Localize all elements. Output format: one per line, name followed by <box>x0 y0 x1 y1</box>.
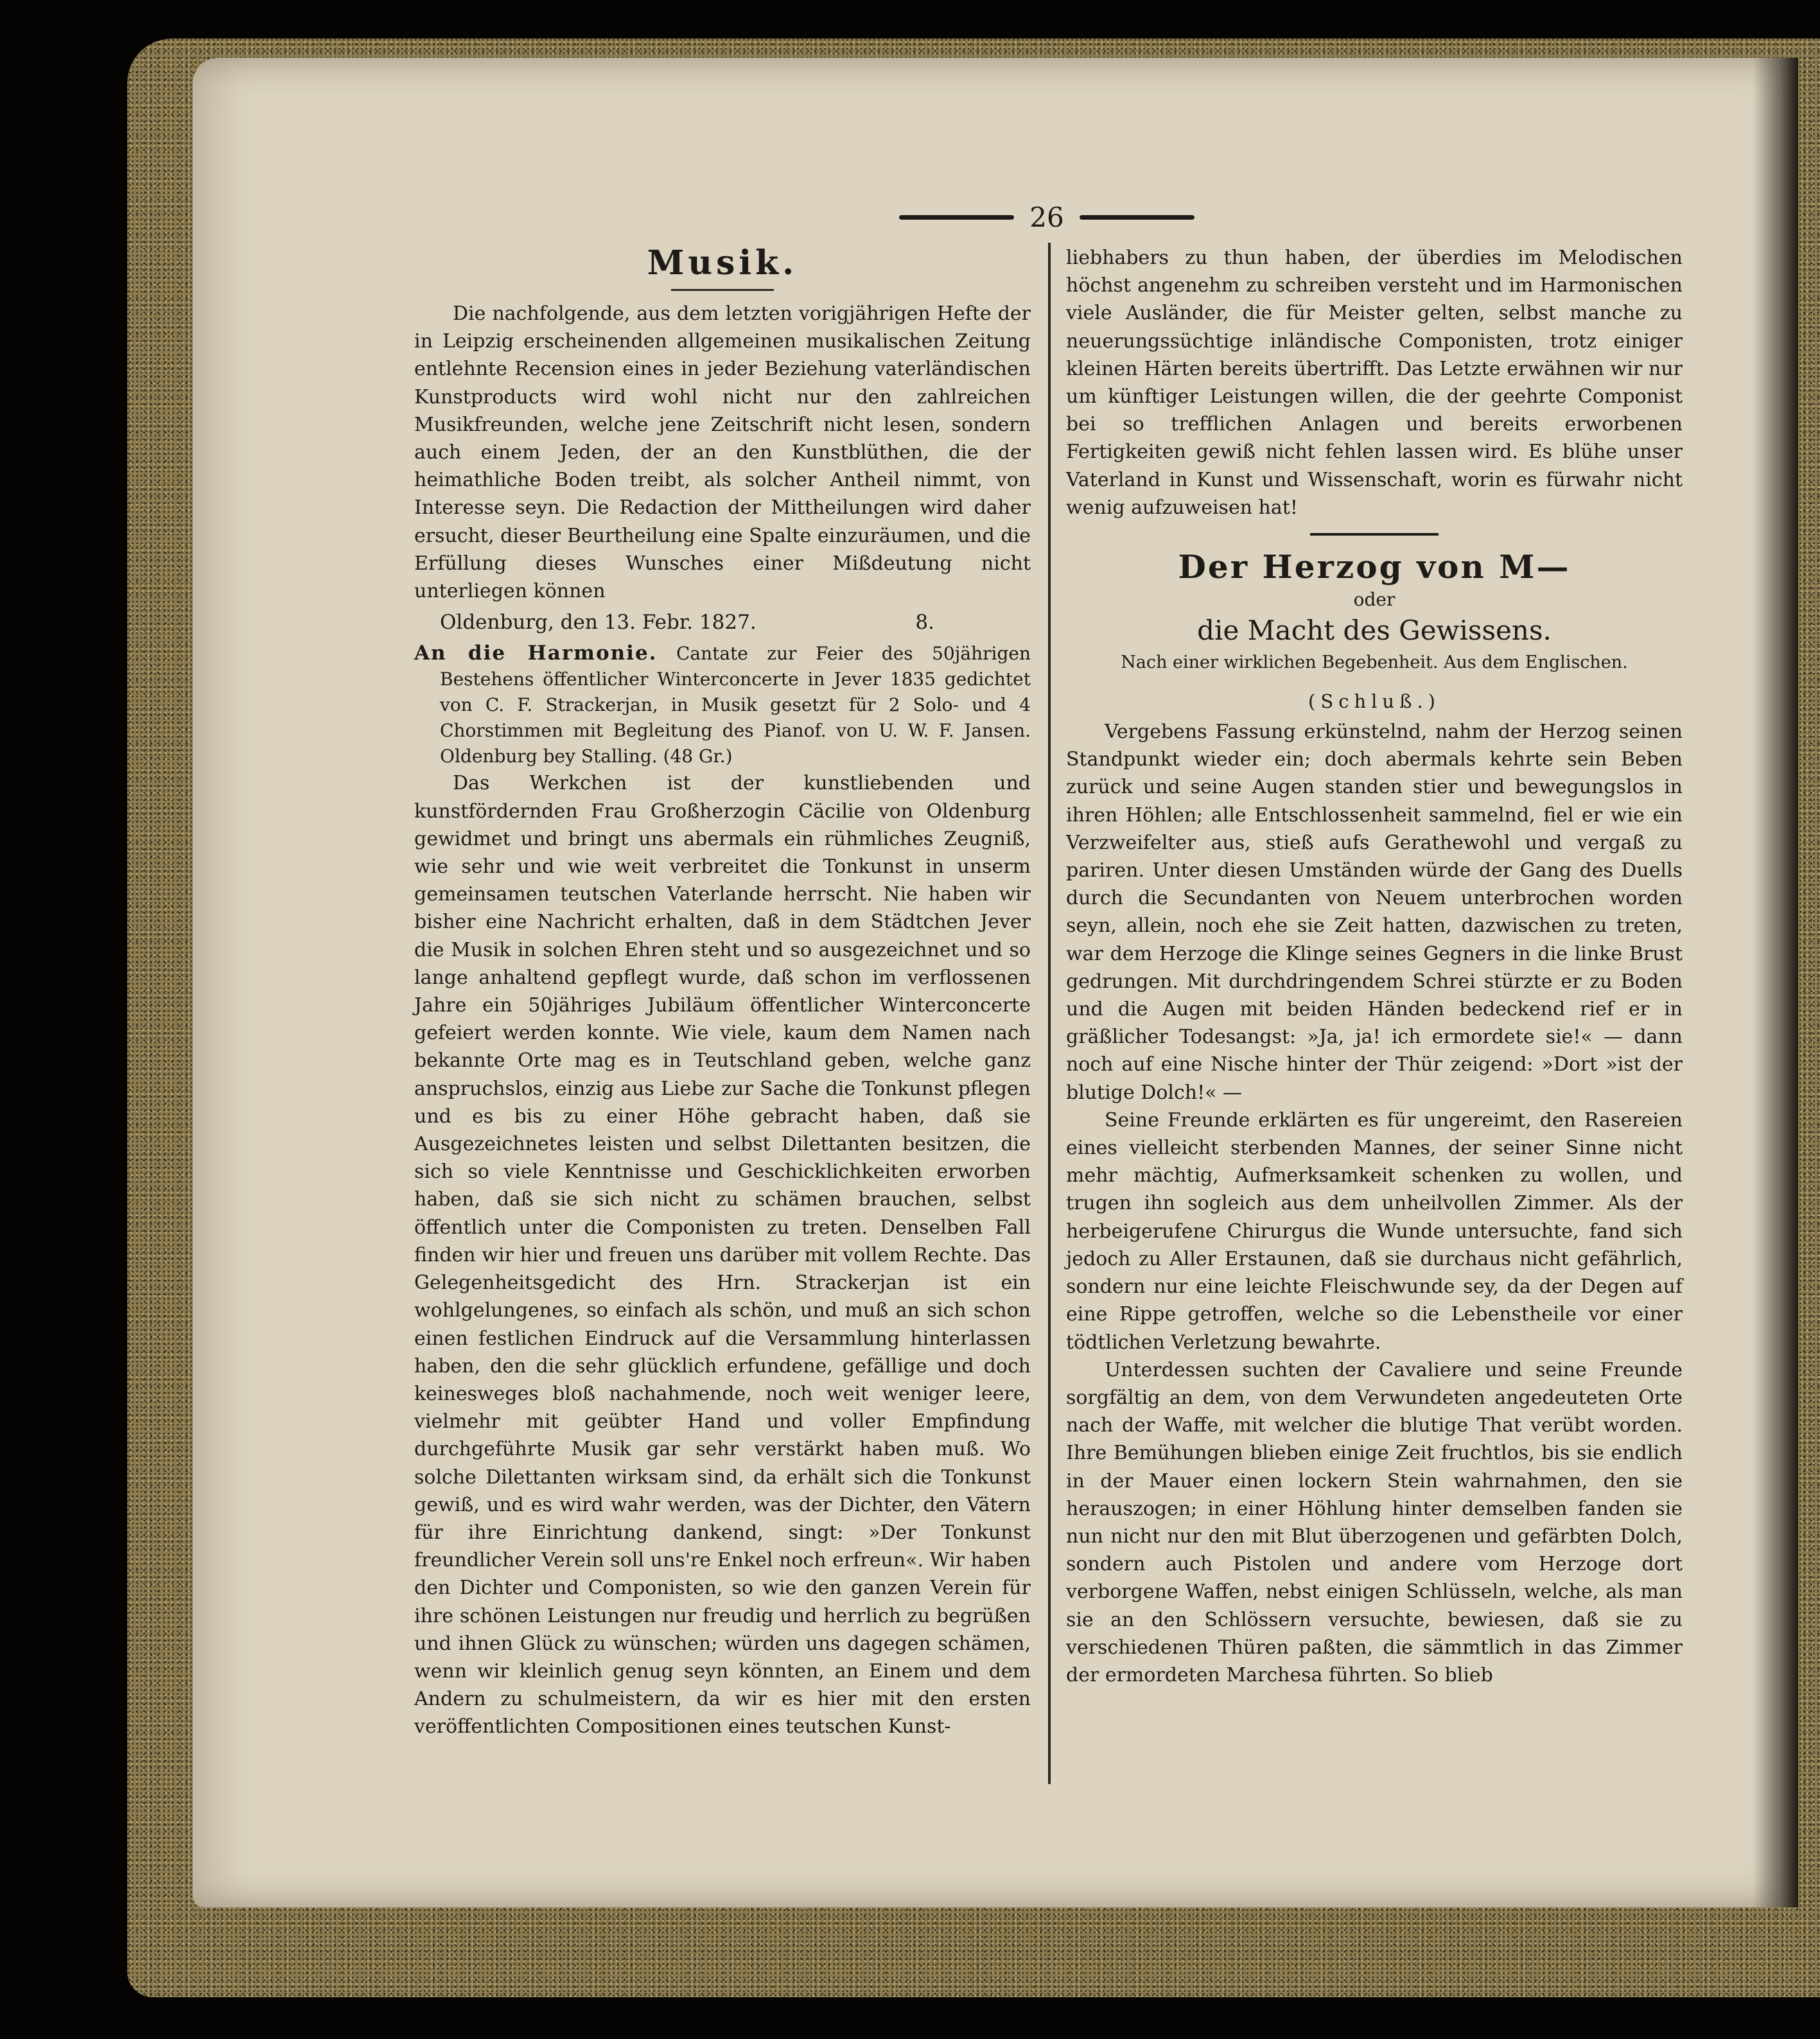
story-title: Der Herzog von M— <box>1178 548 1571 586</box>
story-oder: oder <box>1353 589 1396 611</box>
section-title-musik: Musik. <box>647 243 798 283</box>
header-rule-right <box>1080 215 1194 220</box>
story-subtitle: die Macht des Gewissens. <box>1197 615 1552 647</box>
column-divider <box>1048 243 1051 1784</box>
review-entry <box>414 640 1031 769</box>
intro-paragraph: Die nachfolgende, aus dem letzten vorigjährigen Hefte der in Leipzig erscheinenden allgemeinen musikalischen Zeitung entlehnte Recension eines in jeder Beziehung vaterländischen Kunstproducts wird wohl nicht nur den zahlreichen Musikfreunden, welche jene Zeitschrift nicht lesen, sondern auch einem Jeden, der an den Kunstblüthen, die der heimathliche Boden treibt, als solcher Antheil nimmt, von Interesse seyn. Die Redaction der Mittheilungen wird daher ersucht, dieser Beurtheilung eine Spalte einzuräumen, und die Erfüllung dieses Wunsches einer Mißdeutung nicht unterliegen können <box>414 302 1031 603</box>
dateline-signature: 8. <box>915 611 934 634</box>
story-schluss: (Schluß.) <box>1308 690 1440 713</box>
story-paragraph-1: Vergebens Fassung erkünstelnd, nahm der Herzog seinen Standpunkt wieder ein; doch abermals kehrte sein Beben zurück und seine Augen standen stier und bewegungslos in ihren Höhlen; alle Entschlossenheit sammelnd, fiel er wie ein Verzweifelter aus, stieß aufs Gerathewohl und vergaß zu pariren. Unter diesen Umständen würde der Gang des Duells durch die Secundanten von Neuem unterbrochen worden seyn, allein, noch ehe sie Zeit hatten, dazwischen zu treten, war dem Herzoge die Klinge seines Gegners in die linke Brust gedrungen. Mit durchdringendem Schrei stürzte er zu Boden und die Augen mit beiden Händen bedeckend rief er in gräßlicher Todesangst: »Ja, ja! ich ermordete sie!« — dann noch auf eine Nische hinter der Thür zeigend: »Dort »ist der blutige Dolch!« — <box>1066 721 1683 1104</box>
right-column <box>1066 244 1683 1689</box>
left-column <box>414 244 1031 1741</box>
page-header <box>899 201 1194 233</box>
article-divider <box>1310 533 1439 536</box>
review-continuation: liebhabers zu thun haben, der überdies im Melodischen höchst angenehm zu schreiben versteht und im Harmonischen viele Ausländer, die für Meister gelten, selbst manche zu neuerungssüchtige inländische Componisten, trotz einiger kleinen Härten bereits übertrifft. Das Letzte erwähnen wir nur um künftiger Leistungen willen, die der geehrte Componist bei so trefflichen Anlagen und bereits erworbenen Fertigkeiten gewiß nicht fehlen lassen wird. Es blühe unser Vaterland in Kunst und Wissenschaft, worin es fürwahr nicht wenig aufzuweisen hat! <box>1066 247 1683 519</box>
entry-description: Cantate zur Feier des 50jährigen Bestehens öffentlicher Winterconcerte in Jever 1835 gedichtet von C. F. Strackerjan, in Musik gesetzt für 2 Solo- und 4 Chorstimmen mit Begleitung des Pianof. von U. W. F. Jansen. Oldenburg bey Stalling. (48 Gr.) <box>440 643 1031 767</box>
story-paragraph-3: Unterdessen suchten der Cavaliere und seine Freunde sorgfältig an dem, von dem Verwundeten angedeuteten Orte nach der Waffe, mit welcher die blutige That verübt worden. Ihre Bemühungen blieben einige Zeit fruchtlos, bis sie endlich in der Mauer einen lockern Stein wahrnahmen, den sie herauszogen; in einer Höhlung hinter demselben fanden sie nun nicht nur den mit Blut überzogenen und gefärbten Dolch, sondern auch Pistolen und andere vom Herzoge dort verborgene Waffen, nebst einigen Schlüsseln, welche, als man sie an den Schlössern versuchte, bewiesen, daß sie zu verschiedenen Thüren paßten, die sämmtlich in das Zimmer der ermordeten Marchesa führten. So blieb <box>1066 1358 1683 1686</box>
review-paragraph: Das Werkchen ist der kunstliebenden und kunstfördernden Frau Großherzogin Cäcilie von Oldenburg gewidmet und bringt uns abermals ein rühmliches Zeugniß, wie sehr und wie weit verbreitet die Tonkunst in unserm gemeinsamen teutschen Vaterlande herrscht. Nie haben wir bisher eine Nachricht erhalten, daß in dem Städtchen Jever die Musik in solchen Ehren steht und so ausgezeichnet und so lange anhaltend gepflegt wurde, daß schon im verflossenen Jahre ein 50jähriges Jubiläum öffentlicher Winterconcerte gefeiert werden konnte. Wie viele, kaum dem Namen nach bekannte Orte mag es in Teutschland geben, welche ganz anspruchslos, einzig aus Liebe zur Sache die Tonkunst pflegen und es bis zu einer Höhe gebracht haben, daß sie Ausgezeichnetes leisten und selbst Dilettanten besitzen, die sich so viele Kenntnisse und Geschicklichkeiten erworben haben, daß sie sich nicht zu schämen brauchen, selbst öffentlich unter die Componisten zu treten. Denselben Fall finden wir hier und freuen uns darüber mit vollem Rechte. Das Gelegenheitsgedicht des Hrn. Strackerjan ist ein wohlgelungenes, so einfach als schön, und muß an sich schon einen festlichen Eindruck auf die Versammlung hinterlassen haben, den die sehr glücklich erfundene, gefällige und doch keinesweges bloß nachahmende, noch weit weniger leere, vielmehr mit geübter Hand und voller Empfindung durchgeführte Musik gar sehr verstärkt haben muß. Wo solche Dilettanten wirksam sind, da erhält sich die Tonkunst gewiß, und es wird wahr werden, was der Dichter, den Vätern für ihre Einrichtung dankend, singt: »Der Tonkunst freundlicher Verein soll uns're Enkel noch erfreun«. Wir haben den Dichter und Componisten, so wie den ganzen Verein für ihre schönen Leistungen nur freudig und herrlich zu begrüßen und ihnen Glück zu wünschen; würden uns dagegen schämen, wenn wir kleinlich genug seyn könnten, an Einem und dem Andern zu schulmeistern, da wir es hier mit den ersten veröffentlichten Compositionen eines teutschen Kunst- <box>414 772 1031 1738</box>
story-paragraph-2: Seine Freunde erklärten es für ungereimt, den Rasereien eines vielleicht sterbenden Mannes, der seiner Sinne nicht mehr mächtig, Aufmerksamkeit schenken zu wollen, und trugen ihn sogleich aus dem unheilvollen Zimmer. Als der herbeigerufene Chirurgus die Wunde untersuchte, fand sich jedoch zu Aller Erstaunen, daß sie durchaus nicht gefährlich, sondern nur eine leichte Fleischwunde sey, da der Degen auf eine Rippe getroffen, welche so die Lebenstheile vor einer tödtlichen Verletzung bewahrte. <box>1066 1108 1683 1354</box>
title-rule <box>671 289 774 291</box>
story-source-note: Nach einer wirklichen Begebenheit. Aus dem Englischen. <box>1121 652 1628 673</box>
dateline-place: Oldenburg, den 13. Febr. 1827. <box>440 611 757 634</box>
entry-title: An die Harmonie. <box>414 642 658 665</box>
page-number: 26 <box>1029 201 1064 233</box>
header-rule-left <box>899 215 1014 220</box>
page-gutter-shadow <box>1753 58 1798 1907</box>
dateline <box>414 609 1031 636</box>
